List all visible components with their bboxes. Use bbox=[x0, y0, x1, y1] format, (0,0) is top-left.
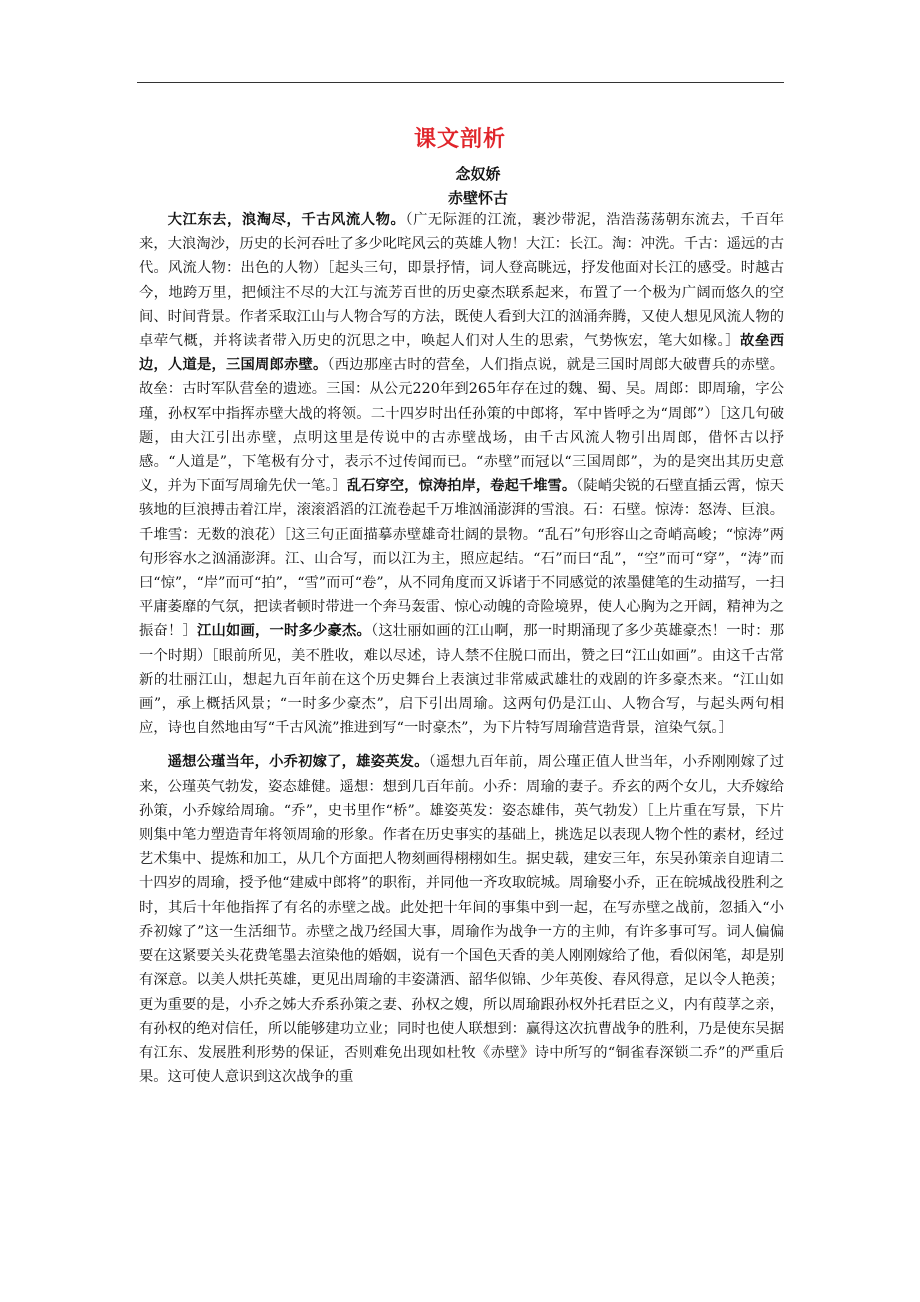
annotation-text: （广无际涯的江流，裹沙带泥，浩浩荡荡朝东流去，千百年来，大浪淘沙，历史的长河吞吐了多少叱咤风云的英雄人物！大江：长江。淘：冲洗。千古：遥远的古代。风流人物：出色的人物）［起头三句，即景抒情，词人登高眺远，抒发他面对长江的感受。时越古今，地跨万里，把倾注不尽的大江与流芳百世的历史豪杰联系起来，布置了一个极为广阔而悠久的空间、时间背景。作者采取江山与人物合写的方法，既使人看到大江的汹涌奔腾，又使人想见风流人物的卓荦气概，并将读者带入历史的沉思之中，唤起人们对人生的思索，气势恢宏，笔大如椽。］ bbox=[139, 212, 784, 350]
annotation-text: （西边那座古时的营垒，人们指点说，就是三国时周郎大破曹兵的赤壁。故垒：古时军队营垒的遗迹。三国：从公元220年到265年存在过的魏、蜀、吴。周郎：即周瑜，字公瑾，孙权军中指挥赤壁大战的将领。二十四岁时出任孙策的中郎将，军中皆呼之为“周郎”）［这几句破题，由大江引出赤壁，点明这里是传说中的古赤壁战场，由千古风流人物引出周郎，借怀古以抒感。“人道是”，下笔极有分寸，表示不过传闻而已。“赤壁”而冠以“三国周郎”，为的是突出其历史意义，并为下面写周瑜先伏一笔。］ bbox=[139, 357, 784, 495]
annotation-text: （遥想九百年前，周公瑾正值人世当年，小乔刚刚嫁了过来，公瑾英气勃发，姿态雄健。遥想：想到几百年前。小乔：周瑜的妻子。乔玄的两个女儿，大乔嫁给孙策，小乔嫁给周瑜。“乔”，史书里作“桥”。雄姿英发：姿态雄伟，英气勃发）［上片重在写景，下片则集中笔力塑造青年将领周瑜的形象。作者在历史事实的基础上，挑选足以表现人物个性的素材，经过艺术集中、提炼和加工，从几个方面把人物刻画得栩栩如生。据史载，建安三年，东吴孙策亲自迎请二十四岁的周瑜，授予他“建威中郎将”的职衔，并同他一齐攻取皖城。周瑜娶小乔，正在皖城战役胜利之时，其后十年他指挥了有名的赤壁之战。此处把十年间的事集中到一起，在写赤壁之战前，忽插入“小乔初嫁了”这一生活细节。赤壁之战乃经国大事，周瑜作为战争一方的主帅，有许多事可写。词人偏偏要在这紧要关头花费笔墨去渲染他的婚姻，说有一个国色天香的美人刚刚嫁给了他，看似闲笔，却是别有深意。以美人烘托英雄，更见出周瑜的丰姿潇洒、韶华似锦、少年英俊、春风得意，足以令人艳羡；更为重要的是，小乔之姊大乔系孙策之妻、孙权之嫂，所以周瑜跟孙权外托君臣之义，内有葭莩之亲，有孙权的绝对信任，所以能够建功立业；同时也使人联想到：赢得这次抗曹战争的胜利，乃是使东吴据有江东、发展胜利形势的保证，否则难免出现如杜牧《赤壁》诗中所写的“铜雀春深锁二乔”的严重后果。这可使人意识到这次战争的重 bbox=[139, 754, 784, 1086]
analysis-text bbox=[139, 208, 784, 1099]
verse-line: 江山如画，一时多少豪杰。 bbox=[197, 623, 371, 640]
poem-title: 念奴娇 bbox=[455, 165, 501, 183]
paragraph-shangpian bbox=[139, 208, 784, 740]
verse-line: 故垒西边，人道是，三国周郎赤壁。 bbox=[139, 333, 784, 374]
annotation-text: （陡峭尖锐的石壁直插云霄，惊天骇地的巨浪搏击着江岸，滚滚滔滔的江流卷起千万堆汹涌澎湃的雪浪。石：石壁。惊涛：怒涛、巨浪。千堆雪：无数的浪花）［这三句正面描摹赤壁雄奇壮阔的景物。“乱石”句形容山之奇峭高峻；“惊涛”两句形容水之汹涌澎湃。江、山合写，而以江为主，照应起结。“石”而曰“乱”，“空”而可“穿”，“涛”而曰“惊”，“岸”而可“拍”，“雪”而可“卷”，从不同角度而又诉诸于不同感觉的浓墨健笔的生动描写，一扫平庸萎靡的气氛，把读者顿时带进一个奔马轰雷、惊心动魄的奇险境界，使人心胸为之开阔，精神为之振奋！］ bbox=[139, 478, 784, 640]
verse-line: 遥想公瑾当年，小乔初嫁了，雄姿英发。 bbox=[167, 754, 429, 771]
verse-line: 大江东去，浪淘尽，千古风流人物。 bbox=[167, 212, 406, 228]
verse-line: 乱石穿空，惊涛拍岸，卷起千堆雪。 bbox=[346, 478, 577, 495]
header-rule bbox=[137, 82, 784, 83]
paragraph-xiapian bbox=[139, 750, 784, 1089]
page-title: 课文剖析 bbox=[413, 126, 506, 152]
poem-subtitle: 赤壁怀古 bbox=[447, 189, 508, 207]
annotation-text: （这壮丽如画的江山啊，那一时期涌现了多少英雄豪杰！一时：那一个时期）［眼前所见，美不胜收，难以尽述，诗人禁不住脱口而出，赞之曰“江山如画”。由这千古常新的壮丽江山，想起九百年前在这个历史舞台上表演过非常威武雄壮的戏剧的许多豪杰来。“江山如画”，承上概括风景；“一时多少豪杰”，启下引出周瑜。这两句仍是江山、人物合写，与起头两句相应，诗也自然地由写“千古风流”推进到写“一时豪杰”，为下片特写周瑜营造背景，渲染气氛。］ bbox=[139, 623, 785, 737]
